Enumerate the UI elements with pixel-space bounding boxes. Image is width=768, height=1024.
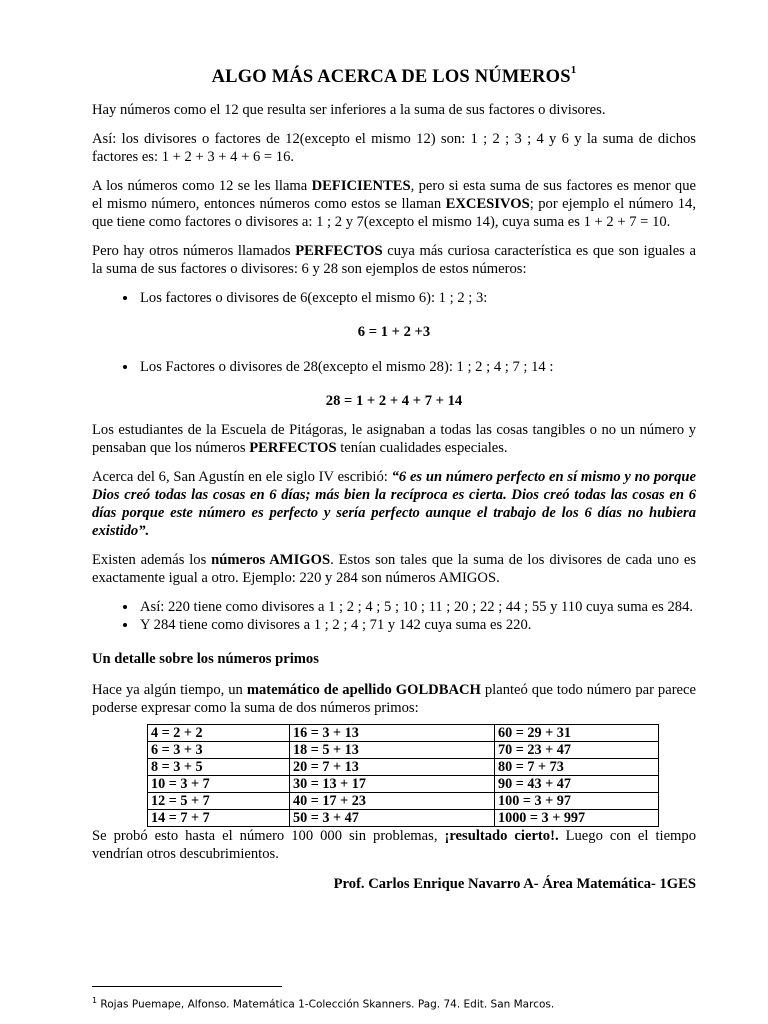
footnote-mark: 1	[92, 996, 98, 1005]
title-footnote-mark: 1	[570, 64, 577, 76]
table-cell: 18 = 5 + 13	[290, 742, 495, 759]
bullet-list-amicable	[92, 598, 696, 634]
document-page	[92, 60, 696, 893]
table-cell: 8 = 3 + 5	[148, 759, 290, 776]
table-cell: 30 = 13 + 17	[290, 776, 495, 793]
paragraph-amicable-numbers: Existen además los números AMIGOS. Estos son tales que la suma de los divisores de cada uno es exactamente igual a otro. Ejemplo: 220 y 284 son números AMIGOS.	[92, 552, 697, 587]
paragraph-conclusion: Se probó esto hasta el número 100 000 sin problemas, ¡resultado cierto!. Luego con el tiempo vendrían otros descubrimientos.	[92, 828, 696, 863]
table-cell: 16 = 3 + 13	[290, 725, 495, 742]
list-item: • Los factores o divisores de 6(excepto el mismo 6): 1 ; 2 ; 3:	[138, 289, 696, 307]
list-item: • Y 284 tiene como divisores a 1 ; 2 ; 4 ; 71 y 142 cuya suma es 220.	[138, 616, 696, 634]
paragraph-deficient-excessive: A los números como 12 se les llama DEFICIENTES, pero si esta suma de sus factores es menor que el mismo número, entonces números como estos se llaman EXCESIVOS; por ejemplo el número 14, que tiene como factores o divisores a: 1 ; 2 y 7(excepto el mismo 14), cuya suma es 1 + 2 + 7 = 10.	[92, 178, 696, 231]
bullet-list-perfect-6	[92, 289, 696, 307]
table-row	[148, 725, 659, 742]
table-cell: 40 = 17 + 23	[290, 793, 495, 810]
table-row	[148, 810, 659, 827]
equation-28: 28 = 1 + 2 + 4 + 7 + 14	[325, 393, 463, 410]
table-cell: 1000 = 3 + 997	[495, 810, 659, 827]
table-row	[148, 793, 659, 810]
footnote-divider	[92, 986, 282, 987]
table-cell: 10 = 3 + 7	[148, 776, 290, 793]
table-cell: 6 = 3 + 3	[148, 742, 290, 759]
table-row	[148, 776, 659, 793]
table-cell: 50 = 3 + 47	[290, 810, 495, 827]
page-title: ALGO MÁS ACERCA DE LOS NÚMEROS$^1$	[211, 64, 577, 88]
paragraph-perfect-numbers: Pero hay otros números llamados PERFECTOS cuya más curiosa característica es que son iguales a la suma de sus factores o divisores: 6 y 28 son ejemplos de estos números:	[92, 243, 697, 278]
paragraph-goldbach: Hace ya algún tiempo, un matemático de apellido GOLDBACH planteó que todo número par parece poderse expresar como la suma de dos números primos:	[92, 682, 696, 717]
table-cell: 60 = 29 + 31	[495, 725, 659, 742]
table-cell: 90 = 43 + 47	[495, 776, 659, 793]
table-row	[148, 759, 659, 776]
table-cell: 100 = 3 + 97	[495, 793, 659, 810]
paragraph-divisors-12: Así: los divisores o factores de 12(excepto el mismo 12) son: 1 ; 2 ; 3 ; 4 y 6 y la suma de dichos factores es: 1 + 2 + 3 + 4 + 6 = 16.	[92, 131, 696, 166]
table-cell: 4 = 2 + 2	[148, 725, 290, 742]
table-cell: 80 = 7 + 73	[495, 759, 659, 776]
table-cell: 70 = 23 + 47	[495, 742, 659, 759]
paragraph-deficient-intro: Hay números como el 12 que resulta ser inferiores a la suma de sus factores o divisores.	[92, 102, 606, 119]
paragraph-san-agustin: Acerca del 6, San Agustín en ele siglo IV escribió: “6 es un número perfecto en sí mismo y no porque Dios creó todas las cosas en 6 días; más bien la recíproca es cierta. Dios creó todas las cosas en 6 días porque este número es perfecto y sería perfecto aunque el trabajo de los 6 días no hubiera existido”.	[92, 469, 696, 540]
equation-6: 6 = 1 + 2 +3	[357, 324, 431, 341]
bullet-list-perfect-28	[92, 358, 696, 376]
table-row	[148, 742, 659, 759]
goldbach-table	[147, 724, 659, 827]
paragraph-pythagoras: Los estudiantes de la Escuela de Pitágoras, le asignaban a todas las cosas tangibles o no un número y pensaban que los números PERFECTOS tenían cualidades especiales.	[92, 422, 696, 457]
list-item: • Así: 220 tiene como divisores a 1 ; 2 ; 4 ; 5 ; 10 ; 11 ; 20 ; 22 ; 44 ; 55 y 110 cuya suma es 284.	[138, 598, 696, 616]
list-item: • Los Factores o divisores de 28(excepto el mismo 28): 1 ; 2 ; 4 ; 7 ; 14 :	[138, 358, 696, 376]
table-cell: 12 = 5 + 7	[148, 793, 290, 810]
table-cell: 14 = 7 + 7	[148, 810, 290, 827]
author-signature: Prof. Carlos Enrique Navarro A- Área Matemática- 1GES	[333, 876, 696, 893]
section-subtitle: Un detalle sobre los números primos	[92, 651, 319, 668]
table-cell: 20 = 7 + 13	[290, 759, 495, 776]
footnote: $^1$ Rojas Puemape, Alfonso. Matemática 1-Colección Skanners. Pag. 74. Edit. San Marcos.	[92, 996, 555, 1011]
